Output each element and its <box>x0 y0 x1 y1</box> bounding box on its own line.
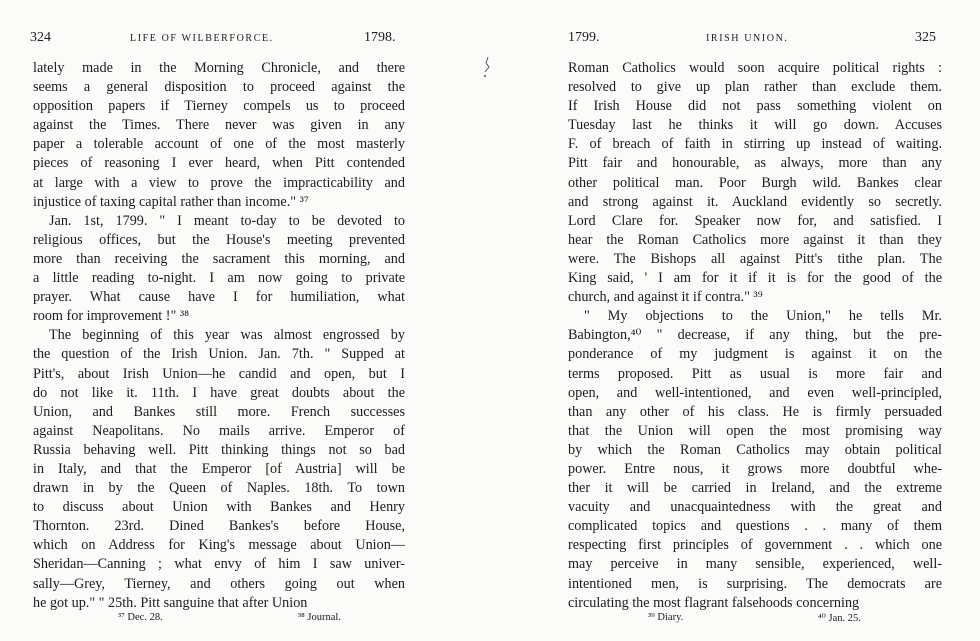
text-line: against Neapolitans. No mails arrive. Emperor of <box>33 422 405 439</box>
right-page <box>490 0 980 641</box>
text-line: intentioned men, is surprising. The democrats are <box>568 575 942 592</box>
left-running-title: LIFE OF WILBERFORCE. <box>130 33 274 44</box>
text-line: more than receiving the sacrament this morning, and <box>33 250 405 267</box>
text-line: which on Address for King's message about Union— <box>33 537 405 554</box>
text-line: he got up." " 25th. Pitt sanguine that after Union <box>33 594 308 611</box>
text-line: and strong against it. Auckland evidently so secretly. <box>568 193 942 210</box>
text-line: religious offices, but the House's meeting prevented <box>33 231 405 248</box>
text-line: Tuesday last he thinks it will go down. Accuses <box>568 117 942 134</box>
text-line: opposition papers if Tierney compels us to proceed <box>33 98 405 115</box>
text-line: Union, and Bankes still more. French successes <box>33 403 405 420</box>
text-line: injustice of taxing capital rather than income." ³⁷ <box>33 193 309 210</box>
text-line: ther it will be carried in Ireland, and the extreme <box>568 480 942 497</box>
left-page-number: 324 <box>30 30 51 45</box>
text-line: do not like it. 11th. I have great doubts about the <box>33 384 405 401</box>
text-line: " My objections to the Union," he tells Mr. <box>584 308 942 325</box>
text-line: Thornton. 23rd. Dined Bankes's before House, <box>33 518 405 535</box>
text-line: may perceive in many sensible, experienced, well- <box>568 556 942 573</box>
footnote: ³⁹ Diary. <box>648 612 684 623</box>
text-line: drawn in by the Queen of Naples. 18th. To town <box>33 480 405 497</box>
left-page-year: 1798. <box>364 30 396 45</box>
text-line: by which the Roman Catholics may obtain political <box>568 441 942 458</box>
text-line: Jan. 1st, 1799. " I meant to-day to be devoted to <box>49 212 405 229</box>
text-line: that the Union will open the most promising way <box>568 422 942 439</box>
left-page-body <box>33 59 405 613</box>
text-line: the question of the Irish Union. Jan. 7th. " Supped at <box>33 346 405 363</box>
text-line: than any other of his class. He is firmly persuaded <box>568 403 942 420</box>
text-line: Sheridan—Canning ; what envy of him I saw univer- <box>33 556 405 573</box>
text-line: other political man. Poor Burgh wild. Bankes clear <box>568 174 942 191</box>
right-page-body <box>568 59 942 613</box>
text-line: sally—Grey, Tierney, and others going out when <box>33 575 405 592</box>
text-line: The beginning of this year was almost engrossed by <box>49 327 405 344</box>
text-line: to discuss about Union with Bankes and Henry <box>33 499 405 516</box>
text-line: circulating the most flagrant falsehoods concerning <box>568 594 860 611</box>
text-line: King said, ' I am for it if it is for the good of the <box>568 270 942 287</box>
text-line: at large with a view to prove the impracticability and <box>33 174 405 191</box>
text-line: room for improvement !" ³⁸ <box>33 308 190 325</box>
text-line: power. Entre nous, it grows more doubtful whe- <box>568 460 942 477</box>
text-line: Pitt fair and honourable, as always, more than any <box>568 155 942 172</box>
text-line: seems a general disposition to proceed against the <box>33 79 405 96</box>
text-line: lately made in the Morning Chronicle, and there <box>33 60 405 76</box>
footnote: ⁴⁰ Jan. 25. <box>818 613 861 624</box>
right-page-year: 1799. <box>568 30 600 45</box>
text-line: vacuity and unacquaintedness with the great and <box>568 499 942 516</box>
text-line: terms proposed. Pitt as usual is more fair and <box>568 365 942 382</box>
text-line: paper a tolerable account of one of the most masterly <box>33 136 405 153</box>
text-line: Russia behaving well. Pitt thinking things not so bad <box>33 441 405 458</box>
text-line: complicated topics and questions . . many of them <box>568 518 942 535</box>
text-line: were. The Bishops all against Pitt's tithe plan. The <box>568 250 942 267</box>
text-line: If Irish House did not pass something violent on <box>568 98 942 115</box>
text-line: against the Times. There never was given in any <box>33 117 405 134</box>
text-line: Pitt's, about Irish Union—he candid and open, but I <box>33 365 405 382</box>
text-line: Roman Catholics would soon acquire political rights : <box>568 60 942 76</box>
text-line: respecting first principles of government . . which one <box>568 537 942 554</box>
footnote: ³⁸ Journal. <box>298 612 341 623</box>
right-running-title: IRISH UNION. <box>706 33 789 44</box>
text-line: Babington,⁴⁰ " decrease, if any thing, but the pre- <box>568 327 942 344</box>
text-line: Lord Clare for. Speaker now for, and satisfied. I <box>568 212 942 229</box>
right-page-number: 325 <box>915 30 936 45</box>
text-line: ponderance of my judgment is against it on the <box>568 346 942 363</box>
text-line: hear the Roman Catholics more against it than they <box>568 231 942 248</box>
text-line: F. of breach of faith in stirring up instead of waiting. <box>568 136 942 153</box>
text-line: in Italy, and that the Emperor [of Austria] will be <box>33 460 405 477</box>
text-line: church, and against it if contra." ³⁹ <box>568 289 763 306</box>
text-line: pieces of reasoning I ever heard, when Pitt contended <box>33 155 405 172</box>
text-line: open, and well-intentioned, and even well-principled, <box>568 384 942 401</box>
text-line: resolved to give up plan rather than exclude them. <box>568 79 942 96</box>
footnote: ³⁷ Dec. 28. <box>118 612 163 623</box>
text-line: a little reading to-night. I am now going to private <box>33 270 405 287</box>
text-line: prayer. What cause have I for humiliation, what <box>33 289 405 306</box>
